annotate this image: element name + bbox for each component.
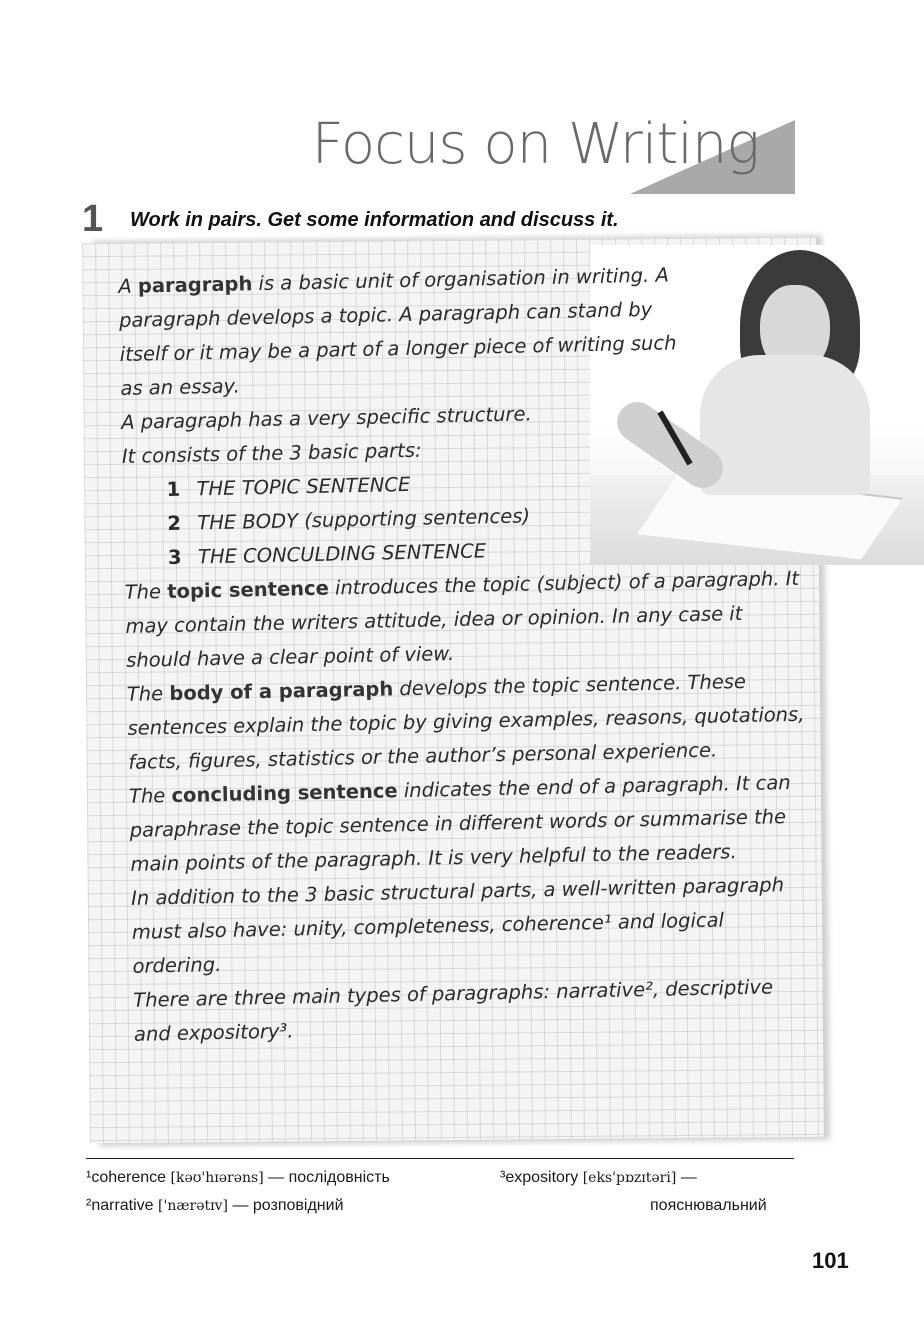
term-body: body of a paragraph bbox=[169, 677, 394, 706]
term-concluding-sentence: concluding sentence bbox=[171, 779, 398, 807]
glossary-item-continuation: пояснювальний bbox=[650, 1197, 767, 1214]
text-structure: A paragraph has a very specific structure. bbox=[120, 402, 532, 434]
title-banner bbox=[0, 110, 924, 200]
list-item: 2 THE BODY (supporting sentences) bbox=[167, 504, 531, 536]
list-item: 1 THE TOPIC SENTENCE bbox=[166, 472, 411, 502]
text-topic-sentence: The topic sentence introduces the topic (subject) of a paragraph. It may contain the writers attitude, idea or opinion. In any case it should have a clear point of view. bbox=[124, 566, 800, 672]
text-intro: A paragraph is a basic unit of organisation in writing. A paragraph develops a topic. A paragraph can stand by itself or it may be a part of a longer piece of writing such as an essay. bbox=[118, 263, 677, 400]
exercise-instruction: Work in pairs. Get some information and discuss it. bbox=[130, 209, 619, 231]
parts-list bbox=[122, 460, 804, 576]
page-title: Focus on Writing bbox=[311, 112, 759, 177]
text-body: The body of a paragraph develops the topic sentence. These sentences explain the topic by giving examples, reasons, quotations, facts, figures, statistics or the author’s personal experience. bbox=[126, 669, 805, 774]
glossary-item: ¹coherence [kəʊ'hɪərəns] — послідовність bbox=[86, 1169, 390, 1186]
text-qualities: In addition to the 3 basic structural parts, a well-written paragraph must also have: unity, completeness, coherence¹ and logical ordering. bbox=[130, 873, 785, 978]
exercise-number: 1 bbox=[82, 198, 104, 240]
term-topic-sentence: topic sentence bbox=[166, 576, 330, 604]
text-parts-intro: It consists of the 3 basic parts: bbox=[121, 438, 422, 468]
term-paragraph: paragraph bbox=[137, 272, 253, 298]
list-item: 3 THE CONCULDING SENTENCE bbox=[167, 539, 487, 570]
glossary-item: ³expository [eks'pɒzɪtəri] — bbox=[500, 1169, 697, 1186]
glossary-item: ²narrative ['nærətɪv] — розповідний bbox=[86, 1197, 344, 1214]
page-number: 101 bbox=[812, 1248, 849, 1273]
glossary-divider bbox=[86, 1158, 794, 1159]
paragraph-explanation bbox=[118, 256, 814, 1052]
text-types: There are three main types of paragraphs: narrative², descriptive and expository³. bbox=[133, 975, 774, 1046]
text-concluding-sentence: The concluding sentence indicates the end of a paragraph. It can paraphrase the topic sentence in different words or summarise the main points of the paragraph. It is very helpful to the readers. bbox=[128, 771, 791, 876]
